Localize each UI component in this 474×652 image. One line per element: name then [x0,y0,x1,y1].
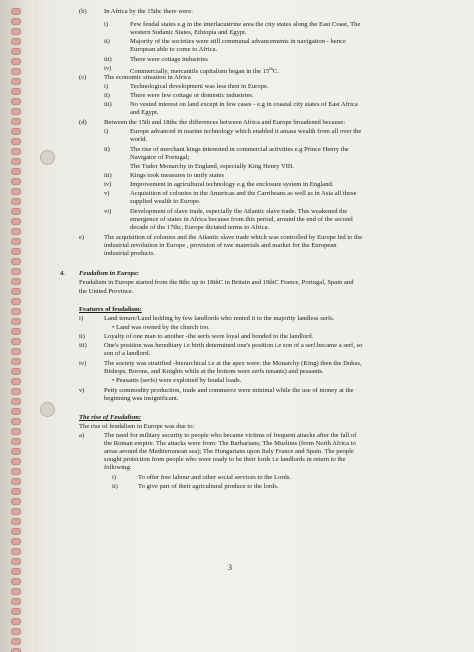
item-text: Technological development was less then in Europe. [130,83,269,90]
marker-d: (d) [79,119,87,126]
sec-e-text: industrial revolution in Europe , provision of raw materials and market for the European [104,242,337,249]
item-number: ii) [104,146,110,153]
item-text: and Egypt. [130,109,159,116]
item-text-suffix: C. [272,68,279,76]
item-number: iv) [104,181,112,188]
sec-e-text: The acquisition of colonies and the Atlantic slave trade which was controlled by Europe led to the [104,234,363,241]
marker-a: a) [79,432,85,439]
item-number: i) [104,83,109,90]
page-number: 3 [228,563,232,572]
item-text: Development of slave trade, especially the Atlantic slave trade. This weakened the [130,208,348,215]
item-text: Improvement in agricultural technology e.g the enclosure system in England. [130,181,334,188]
item-text: Majority of the societies were still communal advancements in navigation - hence [130,38,346,45]
superscript: th [269,66,273,71]
sec-c-heading: The economic situation in Africa [104,74,191,81]
item-text: supplied wealth to Europe. [130,198,201,205]
bullet-item: • Peasants (serfs) were exploited by feudal loads. [112,377,242,384]
item-number: vi) [104,208,112,215]
item-number: iii) [79,342,87,349]
item-text: Navigator of Portugal; [130,154,190,161]
section-text: Feudalism in Europe started from the 8thc up to 18thC in Britain and 19thC France, Portugal, Spain and [79,279,354,286]
item-number: iii) [104,172,112,179]
item-text: emergence of states in Africa because from this period, around the end of the second [130,216,353,223]
item-number: iv) [104,65,112,72]
item-number: i) [79,315,84,322]
item-text: decade of the 17thc, Europe dictated terms to Africa. [130,224,270,231]
item-number: ii) [112,483,118,490]
sec-d-heading: Between the 15th and 18thc the differences between Africa and Europe broadened because: [104,119,346,126]
item-text: Petty commodity production, trade and commerce were minimal while the use of money at the [104,387,354,394]
section-number: 4. [60,270,65,277]
item-text: Kings took measures to unify states [130,172,224,179]
item-number: i) [104,21,109,28]
item-text: The rise of merchant kings interested in commercial activities e.g Prince Henry the [130,146,349,153]
item-text: world. [130,136,148,143]
item-text: Acquisition of colonies in the Americas and the Carribeans as well as in Asia all these [130,190,357,197]
item-text: No vested interest on land except in few cases - e.g in coastal city states of East Africa [130,101,358,108]
features-title: Features of feudalism: [79,306,142,313]
rise-title: The rise of Feudalism: [79,414,142,421]
item-text: There were few cottage or domestic industries. [130,92,254,99]
rise-text: the Roman empire. The attacks were from: The Barbarians; The Muslims (from North Africa to [104,440,356,447]
item-number: iii) [104,56,112,63]
rise-text: The need for military security to people who became victims of frequent attacks after the fall of [104,432,357,439]
item-text: The society was stratified -hierarchical i.e at the apex were: the Monarchy (King) then the Dukes, [104,360,362,367]
item-text: There were cottage industries [130,56,208,63]
item-number: ii) [104,38,110,45]
item-text: western Sudanic States, Ethiopia and Egypt. [130,29,247,36]
sec-b-heading: In Africa by the 15thc there were: [104,8,193,15]
bullet-item: • Land was owned by the church too. [112,324,210,331]
item-text: European able to come to Africa. [130,46,218,53]
item-text-main: Commercially, mercantile capitalism began in the 15 [130,68,270,76]
marker-c: (c) [79,74,87,81]
item-number: iv) [79,360,87,367]
rise-text: following: [104,464,132,471]
item-number: i) [104,128,109,135]
item-number: ii) [104,92,110,99]
item-text: The Tudor Monarchy in England, especially King Henry VIII. [130,163,294,170]
item-text: beginning was insignificant. [104,395,179,402]
sec-e-text: industrial products. [104,250,155,257]
rise-heading: The rise of feudalism in Europe was due to: [79,423,195,430]
item-text: To offer free labour and other social services to the Lords. [138,474,292,481]
rise-text: areas around the Mediterranean sea); The Hungarians upon Italy France and Spain. The people [104,448,354,455]
item-number: ii) [79,333,85,340]
marker-b: (b) [79,8,87,15]
item-text: One's position was hereditary i.e birth determined one's position i.e son of a serf.became a serf, so [104,342,363,349]
rise-text: sought protection from people who were ready to be their lords i.e landlords in return to the [104,456,346,463]
item-number: i) [112,474,117,481]
item-text: Land tenure/Land holding by few landlords who rented it to the majority landless serfs. [104,315,335,322]
section-text: the United Province. [79,288,134,295]
item-text: Bishops, Borons, and Knights while at the bottom were serfs tenants) and peasants. [104,368,324,375]
item-number: iii) [104,101,112,108]
item-text: Few feudal states e.g in the interlacustrine area the city states along the East Coast, The [130,21,361,28]
section-title: Feudalism in Europe: [79,270,140,277]
item-number: v) [104,190,110,197]
item-number: v) [79,387,85,394]
marker-e: e) [79,234,85,241]
item-text: Europe advanced in marine technology which enabled it amass wealth from all over the [130,128,362,135]
item-text: son of a landlord. [104,350,151,357]
item-text: To give part of their agricultural produce to the lords. [138,483,279,490]
item-text: Loyalty of one man to another -the serfs were loyal and bonded to the landlord. [104,333,314,340]
